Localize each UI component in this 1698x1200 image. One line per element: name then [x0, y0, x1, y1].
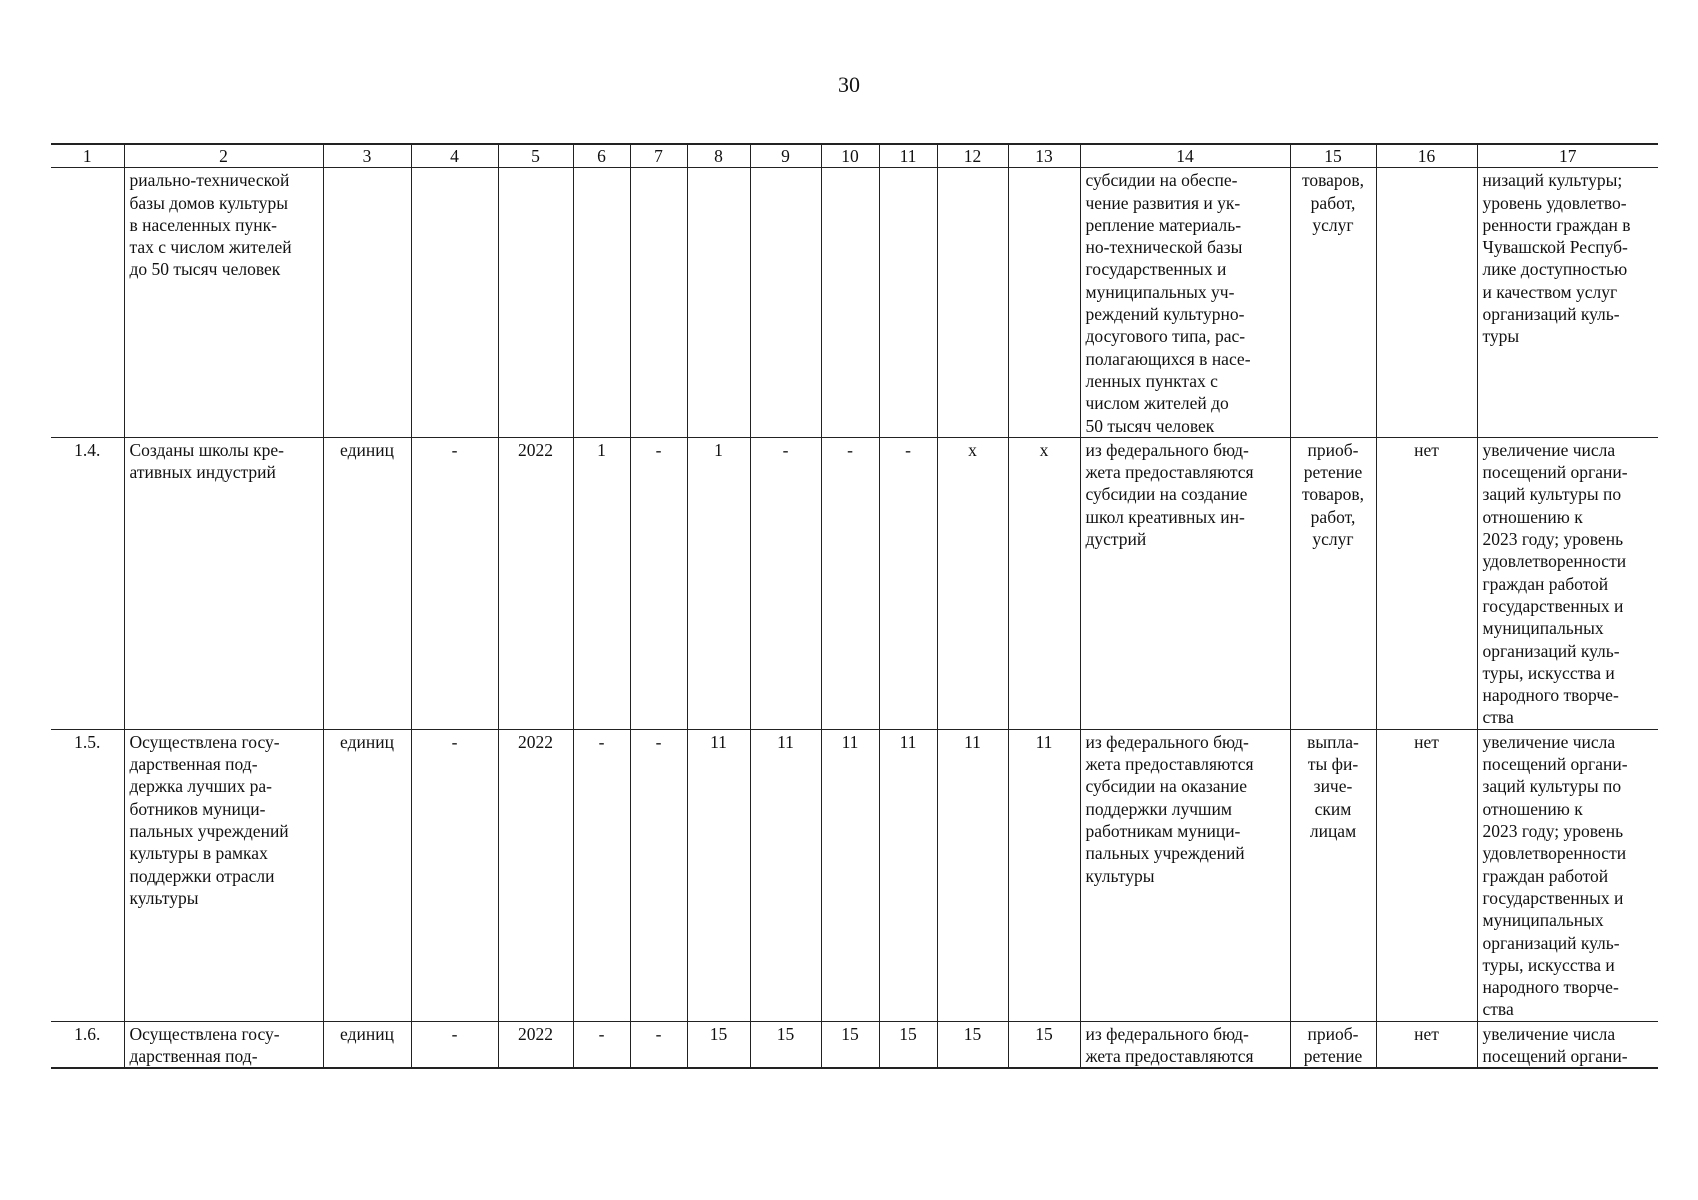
column-number: 16: [1376, 144, 1477, 168]
row-number: 1.6.: [51, 1021, 124, 1068]
value-cell: [937, 168, 1008, 438]
unit-cell: единиц: [323, 1021, 411, 1068]
type-cell: выпла- ты фи- зиче- ским лицам: [1290, 729, 1376, 1021]
column-number: 5: [498, 144, 573, 168]
value-cell: [573, 168, 630, 438]
value-cell: 11: [879, 729, 937, 1021]
relation-cell: нет: [1376, 437, 1477, 729]
base-value-cell: -: [411, 437, 498, 729]
value-cell: 11: [687, 729, 750, 1021]
value-cell: 11: [750, 729, 821, 1021]
description-cell: из федерального бюд- жета предоставляются: [1080, 1021, 1290, 1068]
value-cell: х: [1008, 437, 1080, 729]
row-number: [51, 168, 124, 438]
value-cell: 15: [821, 1021, 879, 1068]
value-cell: [821, 168, 879, 438]
value-cell: 15: [687, 1021, 750, 1068]
base-value-cell: -: [411, 729, 498, 1021]
value-cell: 15: [1008, 1021, 1080, 1068]
value-cell: [687, 168, 750, 438]
unit-cell: единиц: [323, 437, 411, 729]
value-cell: 1: [573, 437, 630, 729]
program-results-table: [51, 143, 1658, 1069]
column-number-row: [51, 144, 1658, 168]
page-number: 30: [838, 72, 860, 97]
value-cell: -: [750, 437, 821, 729]
result-name: Созданы школы кре- ативных индустрий: [124, 437, 323, 729]
value-cell: 11: [1008, 729, 1080, 1021]
value-cell: -: [573, 1021, 630, 1068]
column-number: 1: [51, 144, 124, 168]
column-number: 14: [1080, 144, 1290, 168]
unit-cell: [323, 168, 411, 438]
value-cell: 15: [937, 1021, 1008, 1068]
value-cell: 1: [687, 437, 750, 729]
column-number: 10: [821, 144, 879, 168]
effect-cell: увеличение числа посещений органи-: [1477, 1021, 1658, 1068]
value-cell: 11: [937, 729, 1008, 1021]
result-name: риально-технической базы домов культуры в населенных пунк- тах с числом жителей до 50 тысяч человек: [124, 168, 323, 438]
table-row: [51, 1021, 1658, 1068]
description-cell: субсидии на обеспе- чение развития и ук- репление материаль- но-технической базы государственных и муниципальных уч- реждений культурно- досугового типа, рас- полагающихся в насе- ленных пунктах с числом жителей до 50 тысяч человек: [1080, 168, 1290, 438]
result-name: Осуществлена госу- дарственная под-: [124, 1021, 323, 1068]
value-cell: [879, 168, 937, 438]
value-cell: -: [630, 729, 687, 1021]
type-cell: товаров, работ, услуг: [1290, 168, 1376, 438]
value-cell: -: [630, 437, 687, 729]
column-number: 17: [1477, 144, 1658, 168]
relation-cell: [1376, 168, 1477, 438]
value-cell: 15: [750, 1021, 821, 1068]
year-cell: 2022: [498, 729, 573, 1021]
year-cell: 2022: [498, 1021, 573, 1068]
base-value-cell: [411, 168, 498, 438]
value-cell: [1008, 168, 1080, 438]
row-number: 1.5.: [51, 729, 124, 1021]
column-number: 15: [1290, 144, 1376, 168]
column-number: 12: [937, 144, 1008, 168]
column-number: 9: [750, 144, 821, 168]
base-value-cell: -: [411, 1021, 498, 1068]
row-number: 1.4.: [51, 437, 124, 729]
value-cell: -: [573, 729, 630, 1021]
value-cell: -: [630, 1021, 687, 1068]
unit-cell: единиц: [323, 729, 411, 1021]
value-cell: 15: [879, 1021, 937, 1068]
result-name: Осуществлена госу- дарственная под- держка лучших ра- ботников муници- пальных учреждений культуры в рамках поддержки отрасли культуры: [124, 729, 323, 1021]
effect-cell: увеличение числа посещений органи- заций культуры по отношению к 2023 году; уровень удовлетворенности граждан работой государственных и муниципальных организаций куль- туры, искусства и народного творче- ства: [1477, 729, 1658, 1021]
table-row: [51, 729, 1658, 1021]
column-number: 7: [630, 144, 687, 168]
value-cell: -: [821, 437, 879, 729]
column-number: 4: [411, 144, 498, 168]
effect-cell: низаций культуры; уровень удовлетво- ренности граждан в Чувашской Респуб- лике доступностью и качеством услуг организаций куль- туры: [1477, 168, 1658, 438]
column-number: 2: [124, 144, 323, 168]
type-cell: приоб- ретение: [1290, 1021, 1376, 1068]
table-row: [51, 168, 1658, 438]
value-cell: [750, 168, 821, 438]
year-cell: [498, 168, 573, 438]
type-cell: приоб- ретение товаров, работ, услуг: [1290, 437, 1376, 729]
column-number: 11: [879, 144, 937, 168]
description-cell: из федерального бюд- жета предоставляются субсидии на оказание поддержки лучшим работникам муници- пальных учреждений культуры: [1080, 729, 1290, 1021]
column-number: 6: [573, 144, 630, 168]
description-cell: из федерального бюд- жета предоставляются субсидии на создание школ креативных ин- дустрий: [1080, 437, 1290, 729]
value-cell: [630, 168, 687, 438]
effect-cell: увеличение числа посещений органи- заций культуры по отношению к 2023 году; уровень удовлетворенности граждан работой государственных и муниципальных организаций куль- туры, искусства и народного творче- ства: [1477, 437, 1658, 729]
column-number: 13: [1008, 144, 1080, 168]
value-cell: х: [937, 437, 1008, 729]
column-number: 3: [323, 144, 411, 168]
relation-cell: нет: [1376, 729, 1477, 1021]
relation-cell: нет: [1376, 1021, 1477, 1068]
value-cell: -: [879, 437, 937, 729]
table-row: [51, 437, 1658, 729]
value-cell: 11: [821, 729, 879, 1021]
year-cell: 2022: [498, 437, 573, 729]
column-number: 8: [687, 144, 750, 168]
